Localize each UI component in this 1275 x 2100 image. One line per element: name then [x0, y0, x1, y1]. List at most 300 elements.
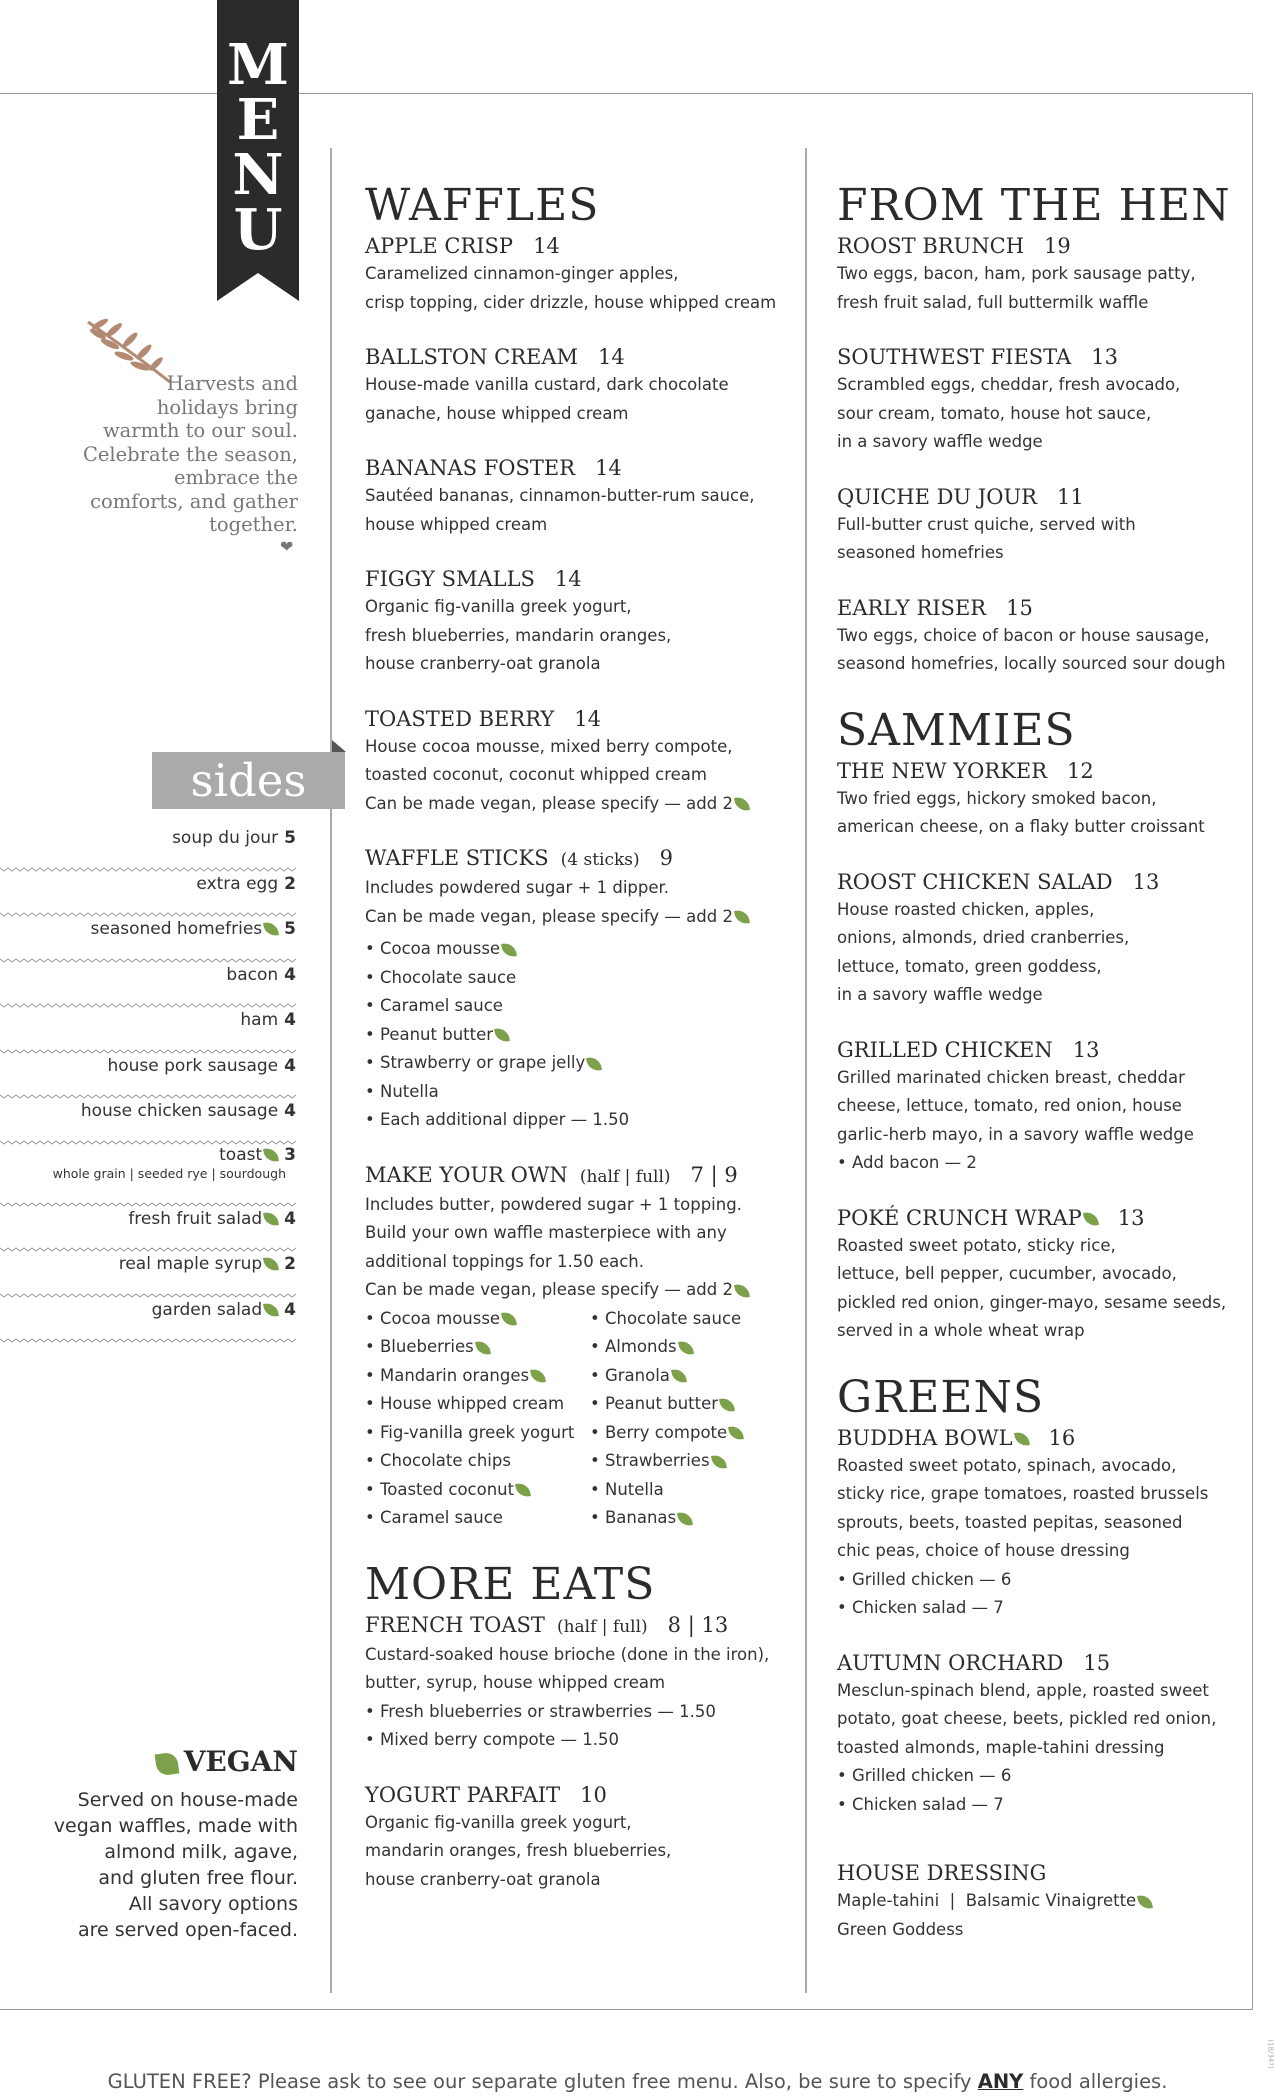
- option-item: [590, 1476, 815, 1505]
- item-description: [365, 400, 815, 429]
- item-description: [837, 1232, 1237, 1261]
- item-description: [365, 371, 815, 400]
- topping-list: [365, 1305, 815, 1533]
- description-text: lettuce, tomato, green goddess,: [837, 956, 1102, 976]
- item-description: [365, 1866, 815, 1895]
- item-price: 14: [574, 706, 601, 731]
- menu-item: [365, 565, 815, 679]
- description-text: Can be made vegan, please specify — add 2: [365, 1280, 733, 1299]
- description-text: butter, syrup, house whipped cream: [365, 1673, 666, 1692]
- option-item: [365, 964, 815, 993]
- description-text: house whipped cream: [365, 514, 548, 534]
- vegan-leaf-icon: [678, 1340, 694, 1356]
- item-description: [837, 1092, 1237, 1121]
- description-text: Includes powdered sugar + 1 dipper.: [365, 878, 670, 897]
- menu-item: [365, 1611, 815, 1755]
- option-item: [590, 1390, 815, 1419]
- vegan-leaf-icon: [734, 909, 750, 925]
- item-name: WAFFLE STICKS: [365, 846, 549, 870]
- item-description: [365, 1641, 815, 1670]
- item-name: FIGGY SMALLS: [365, 567, 535, 591]
- option-text: • Chocolate sauce: [365, 967, 517, 987]
- option-text: • Cocoa mousse: [365, 939, 501, 958]
- item-description: [837, 1480, 1237, 1509]
- description-text: Two fried eggs, hickory smoked bacon,: [837, 788, 1157, 808]
- side-item: [0, 907, 298, 953]
- option-text: • Blueberries: [365, 1337, 474, 1356]
- item-description: [365, 761, 815, 790]
- side-item: [0, 1288, 298, 1334]
- item-heading: [837, 1036, 1237, 1064]
- item-heading: [837, 1204, 1237, 1232]
- vegan-leaf-icon: [586, 1056, 602, 1072]
- item-name: FRENCH TOAST: [365, 1612, 545, 1637]
- item-description: [837, 924, 1237, 953]
- item-description: [837, 785, 1237, 814]
- sides-tab-fold: [332, 740, 346, 752]
- item-description: [837, 1509, 1237, 1538]
- item-description: [365, 903, 815, 932]
- description-text: • Grilled chicken — 6: [837, 1766, 1012, 1785]
- item-description: [837, 428, 1237, 457]
- description-text: garlic-herb mayo, in a savory waffle wedge: [837, 1124, 1194, 1144]
- hen-heading: FROM THE HEN: [837, 180, 1231, 231]
- description-text: additional toppings for 1.50 each.: [365, 1251, 645, 1271]
- item-description: [365, 1669, 815, 1698]
- item-price: 15: [1083, 1650, 1111, 1675]
- side-item: [0, 816, 298, 862]
- item-name: POKÉ CRUNCH WRAP: [837, 1205, 1082, 1230]
- side-item: [0, 998, 298, 1044]
- item-name: HOUSE DRESSING: [837, 1861, 1047, 1885]
- vegan-leaf-icon: [719, 1397, 735, 1413]
- item-heading: [365, 232, 815, 260]
- item-description: [837, 622, 1237, 651]
- item-heading: [837, 594, 1237, 622]
- description-text: • Chicken salad — 7: [837, 1794, 1004, 1814]
- item-name: QUICHE DU JOUR: [837, 484, 1037, 509]
- description-text: fresh blueberries, mandarin oranges,: [365, 625, 672, 645]
- item-description: [365, 1248, 815, 1277]
- item-qualifier: (4 sticks): [560, 850, 640, 870]
- description-text: House-made vanilla custard, dark chocolate: [365, 375, 729, 394]
- letter: E: [236, 87, 280, 153]
- description-text: • Grilled chicken — 6: [837, 1569, 1012, 1589]
- item-price: 15: [1006, 595, 1033, 620]
- hen-column: [837, 180, 1237, 1944]
- option-item: [365, 1021, 815, 1050]
- vegan-leaf-icon: [734, 796, 750, 812]
- vegan-title: VEGAN: [183, 1745, 298, 1778]
- item-heading: [837, 757, 1237, 785]
- vegan-line: almond milk, agave,: [104, 1841, 298, 1863]
- item-heading: [365, 565, 815, 593]
- sides-title: sides: [152, 752, 345, 809]
- option-text: • Peanut butter: [590, 1394, 719, 1413]
- menu-item: [837, 757, 1237, 842]
- dipper-list: [365, 935, 815, 1135]
- option-item: [365, 1390, 590, 1419]
- side-price: 3: [284, 1144, 296, 1165]
- side-price: 4: [284, 964, 296, 985]
- menu-item: [837, 232, 1237, 317]
- menu-title: [217, 32, 299, 263]
- menu-item: [365, 232, 815, 317]
- vegan-leaf-icon: [530, 1368, 546, 1384]
- item-name: AUTUMN ORCHARD: [837, 1650, 1064, 1675]
- side-name: garden salad: [151, 1299, 263, 1320]
- item-description: [837, 289, 1237, 318]
- item-description: [365, 1809, 815, 1838]
- vegan-leaf-icon: [711, 1454, 727, 1470]
- vegan-leaf-icon: [671, 1368, 687, 1384]
- vegan-line: All savory options: [128, 1893, 298, 1915]
- item-description: [837, 400, 1237, 429]
- vegan-leaf-icon: [263, 1302, 279, 1318]
- description-text: house cranberry-oat granola: [365, 654, 601, 673]
- description-text: Two eggs, choice of bacon or house sausage,: [837, 625, 1210, 645]
- item-heading: [365, 844, 815, 874]
- menu-item: [837, 343, 1237, 457]
- option-text: • Almonds: [590, 1337, 677, 1356]
- option-text: • Strawberry or grape jelly: [365, 1053, 586, 1072]
- side-item: [0, 1242, 298, 1288]
- option-text: • Strawberries: [590, 1451, 710, 1470]
- item-description: [365, 511, 815, 540]
- item-price: 14: [598, 345, 625, 369]
- description-text: Sautéed bananas, cinnamon-butter-rum sauce,: [365, 486, 755, 505]
- item-qualifier: (half | full): [579, 1166, 671, 1187]
- option-item: [365, 1078, 815, 1107]
- description-text: crisp topping, cider drizzle, house whipped cream: [365, 292, 777, 312]
- item-description: [837, 981, 1237, 1010]
- option-text: • Peanut butter: [365, 1024, 494, 1044]
- description-text: Two eggs, bacon, ham, pork sausage patty,: [837, 264, 1196, 283]
- footer-emphasis: ANY: [977, 2070, 1024, 2093]
- vegan-leaf-icon: [1083, 1211, 1099, 1227]
- description-text: Caramelized cinnamon-ginger apples,: [365, 264, 679, 283]
- wavy-divider: [0, 1328, 298, 1333]
- vegan-description: [40, 1787, 298, 1943]
- item-heading: [365, 1161, 815, 1191]
- description-text: in a savory waffle wedge: [837, 985, 1043, 1004]
- vegan-leaf-icon: [734, 1283, 750, 1299]
- menu-item: [837, 868, 1237, 1010]
- option-item: [590, 1504, 815, 1533]
- menu-item: [837, 483, 1237, 568]
- item-heading: [837, 343, 1237, 371]
- side-price: 4: [284, 1010, 296, 1030]
- item-description: [365, 482, 815, 511]
- item-heading: [837, 1424, 1237, 1452]
- side-price: 2: [284, 1254, 296, 1274]
- item-description: [837, 1452, 1237, 1481]
- item-price: 13: [1091, 345, 1118, 369]
- vegan-leaf-icon: [677, 1511, 693, 1527]
- item-price: 8 | 13: [667, 1612, 729, 1637]
- description-text: fresh fruit salad, full buttermilk waffle: [837, 292, 1149, 312]
- item-heading: [365, 705, 815, 733]
- menu-item: [837, 1424, 1237, 1623]
- greens-heading: GREENS: [837, 1371, 1045, 1423]
- item-description: [365, 1276, 815, 1305]
- item-price: 16: [1048, 1425, 1076, 1450]
- item-heading: [365, 1781, 815, 1809]
- option-item: [365, 1419, 590, 1448]
- vegan-leaf-icon: [501, 1311, 517, 1327]
- side-price: 2: [284, 873, 296, 894]
- description-text: House roasted chicken, apples,: [837, 899, 1095, 919]
- description-text: american cheese, on a flaky butter croissant: [837, 817, 1205, 836]
- option-item: [590, 1447, 815, 1476]
- vegan-line: vegan waffles, made with: [53, 1815, 298, 1837]
- item-name: MAKE YOUR OWN: [365, 1162, 568, 1187]
- divider-left: [330, 148, 332, 1993]
- item-description: [837, 1677, 1237, 1706]
- vegan-line: are served open-faced.: [77, 1919, 298, 1941]
- item-description: [365, 1726, 815, 1755]
- vegan-leaf-icon: [728, 1425, 744, 1441]
- item-name: BUDDHA BOWL: [837, 1425, 1013, 1450]
- item-name: GRILLED CHICKEN: [837, 1037, 1053, 1062]
- option-text: • Nutella: [365, 1081, 439, 1101]
- description-text: Green Goddess: [837, 1919, 964, 1939]
- option-text: • Mandarin oranges: [365, 1365, 530, 1385]
- option-text: • Caramel sauce: [365, 996, 503, 1015]
- vegan-line: Served on house-made: [77, 1789, 298, 1811]
- description-text: Custard-soaked house brioche (done in the iron),: [365, 1644, 770, 1664]
- side-price: 5: [284, 919, 296, 939]
- item-price: 19: [1044, 234, 1071, 258]
- item-name: YOGURT PARFAIT: [365, 1782, 561, 1807]
- side-price: 4: [284, 1055, 296, 1076]
- description-text: mandarin oranges, fresh blueberries,: [365, 1841, 672, 1860]
- side-price: 5: [284, 828, 296, 848]
- menu-item: [365, 1161, 815, 1533]
- item-name: BALLSTON CREAM: [365, 345, 579, 369]
- item-heading: [837, 1649, 1237, 1677]
- item-heading: [365, 454, 815, 482]
- description-text: cheese, lettuce, tomato, red onion, house: [837, 1096, 1182, 1115]
- option-item: [365, 1447, 590, 1476]
- description-text: sprouts, beets, toasted pepitas, seasoned: [837, 1512, 1183, 1532]
- vegan-leaf-icon: [475, 1340, 491, 1356]
- item-price: 14: [533, 234, 560, 258]
- option-item: [590, 1362, 815, 1391]
- description-text: toasted almonds, maple-tahini dressing: [837, 1737, 1165, 1757]
- option-text: • Each additional dipper — 1.50: [365, 1110, 630, 1129]
- letter: M: [227, 32, 289, 98]
- item-name: ROOST BRUNCH: [837, 234, 1025, 258]
- item-description: [837, 1149, 1237, 1178]
- item-description: [837, 650, 1237, 679]
- vegan-leaf-icon: [263, 1147, 279, 1163]
- item-price: 13: [1117, 1205, 1145, 1230]
- item-name: ROOST CHICKEN SALAD: [837, 869, 1113, 894]
- option-item: [590, 1305, 815, 1334]
- item-price: 10: [580, 1782, 607, 1807]
- sammies-heading: SAMMIES: [837, 704, 1076, 756]
- side-item: [0, 1089, 298, 1135]
- description-text: lettuce, bell pepper, cucumber, avocado,: [837, 1264, 1177, 1283]
- menu-item: [365, 343, 815, 428]
- side-name: ham: [240, 1010, 279, 1030]
- description-text: House cocoa mousse, mixed berry compote,: [365, 736, 733, 756]
- vegan-leaf-icon: [1014, 1431, 1030, 1447]
- footer-text-end: food allergies.: [1023, 2070, 1168, 2093]
- side-price: 4: [284, 1299, 296, 1320]
- side-name: extra egg: [196, 873, 279, 894]
- item-description: [837, 1317, 1237, 1346]
- description-text: Can be made vegan, please specify — add 2: [365, 793, 733, 813]
- vegan-leaf-icon: [515, 1482, 531, 1498]
- item-price: 13: [1072, 1037, 1100, 1062]
- menu-item: [837, 1859, 1237, 1944]
- footer-text: GLUTEN FREE? Please ask to see our separate gluten free menu. Also, be sure to specify: [107, 2070, 978, 2093]
- description-text: Grilled marinated chicken breast, cheddar: [837, 1067, 1185, 1087]
- item-name: EARLY RISER: [837, 595, 987, 620]
- item-description: [837, 1887, 1237, 1916]
- description-text: potato, goat cheese, beets, pickled red onion,: [837, 1709, 1217, 1728]
- description-text: Roasted sweet potato, spinach, avocado,: [837, 1455, 1177, 1475]
- description-text: sticky rice, grape tomatoes, roasted brussels: [837, 1484, 1209, 1503]
- menu-item: [837, 594, 1237, 679]
- item-description: [837, 1762, 1237, 1791]
- vegan-heading: [40, 1745, 298, 1778]
- side-price: 4: [284, 1101, 296, 1121]
- item-description: [837, 1705, 1237, 1734]
- description-text: Organic fig-vanilla greek yogurt,: [365, 597, 632, 616]
- side-subtext: whole grain | seeded rye | sourdough: [52, 1165, 286, 1181]
- menu-banner: [217, 0, 299, 300]
- option-item: [365, 1504, 590, 1533]
- option-text: • Granola: [590, 1365, 670, 1385]
- menu-item: [837, 1204, 1237, 1346]
- side-name: soup du jour: [172, 828, 279, 848]
- item-heading: [365, 343, 815, 371]
- item-description: [365, 622, 815, 651]
- item-price: 9: [659, 846, 674, 870]
- option-item: [590, 1419, 815, 1448]
- description-text: Mesclun-spinach blend, apple, roasted sweet: [837, 1680, 1209, 1700]
- item-heading: [837, 232, 1237, 260]
- side-item: [0, 1135, 298, 1197]
- option-item: [365, 1333, 590, 1362]
- item-description: [837, 953, 1237, 982]
- vegan-leaf-icon: [494, 1027, 510, 1043]
- footer-note: [0, 2070, 1275, 2093]
- description-text: onions, almonds, dried cranberries,: [837, 928, 1130, 947]
- option-text: • Toasted coconut: [365, 1479, 515, 1499]
- vegan-leaf-icon: [263, 1211, 279, 1227]
- item-description: [365, 593, 815, 622]
- side-name: house pork sausage: [107, 1055, 279, 1076]
- menu-item: [365, 454, 815, 539]
- item-price: 11: [1056, 484, 1084, 509]
- description-text: Build your own waffle masterpiece with any: [365, 1223, 727, 1242]
- item-description: [837, 1537, 1237, 1566]
- option-text: • Bananas: [590, 1508, 677, 1527]
- side-name: toast: [219, 1144, 263, 1165]
- item-heading: [365, 1611, 815, 1641]
- description-text: seasond homefries, locally sourced sour dough: [837, 654, 1226, 673]
- item-description: [837, 1260, 1237, 1289]
- menu-item: [837, 1036, 1237, 1178]
- menu-item: [365, 705, 815, 819]
- item-heading: [837, 483, 1237, 511]
- description-text: in a savory waffle wedge: [837, 432, 1043, 451]
- menu-item: [365, 1781, 815, 1895]
- waffles-column: [365, 180, 815, 1894]
- item-description: [365, 289, 815, 318]
- description-text: Can be made vegan, please specify — add 2: [365, 906, 733, 926]
- letter: N: [232, 142, 284, 208]
- description-text: Organic fig-vanilla greek yogurt,: [365, 1812, 632, 1832]
- option-item: [365, 1362, 590, 1391]
- option-item: [365, 1476, 590, 1505]
- vegan-leaf-icon: [501, 942, 517, 958]
- topping-col-right: [590, 1305, 815, 1533]
- option-item: [365, 935, 815, 964]
- description-text: seasoned homefries: [837, 543, 1004, 562]
- print-code: (18/34?): [1266, 2039, 1275, 2069]
- item-description: [365, 733, 815, 762]
- vegan-leaf-icon: [263, 921, 279, 937]
- option-item: [590, 1333, 815, 1362]
- description-text: Includes butter, powdered sugar + 1 topping.: [365, 1194, 742, 1214]
- item-description: [837, 260, 1237, 289]
- item-description: [837, 1916, 1237, 1945]
- side-item: [0, 862, 298, 908]
- item-price: 12: [1067, 758, 1094, 783]
- item-name: SOUTHWEST FIESTA: [837, 345, 1072, 369]
- item-description: [837, 1734, 1237, 1763]
- item-qualifier: (half | full): [556, 1616, 648, 1637]
- item-description: [837, 511, 1237, 540]
- item-price: 13: [1132, 869, 1160, 894]
- description-text: chic peas, choice of house dressing: [837, 1541, 1130, 1560]
- description-text: • Fresh blueberries or strawberries — 1.50: [365, 1701, 716, 1721]
- description-text: toasted coconut, coconut whipped cream: [365, 765, 707, 784]
- sides-list: [0, 816, 298, 1333]
- topping-col-left: [365, 1305, 590, 1533]
- item-description: [837, 1791, 1237, 1820]
- item-name: APPLE CRISP: [365, 234, 514, 258]
- side-name: seasoned homefries: [90, 919, 263, 939]
- option-text: • House whipped cream: [365, 1394, 565, 1413]
- item-description: [837, 813, 1237, 842]
- item-price: 14: [554, 567, 582, 591]
- item-heading: [837, 1859, 1237, 1887]
- item-description: [837, 371, 1237, 400]
- item-description: [365, 1219, 815, 1248]
- option-text: • Nutella: [590, 1479, 664, 1499]
- item-name: TOASTED BERRY: [365, 706, 555, 731]
- item-description: [365, 1698, 815, 1727]
- item-description: [365, 260, 815, 289]
- item-price: 7 | 9: [690, 1162, 738, 1187]
- option-item: [365, 1049, 815, 1078]
- letter: U: [233, 197, 283, 263]
- description-text: Scrambled eggs, cheddar, fresh avocado,: [837, 375, 1181, 394]
- item-description: [365, 790, 815, 819]
- vegan-leaf-icon: [1137, 1894, 1153, 1910]
- waffles-heading: WAFFLES: [365, 180, 600, 231]
- item-description: [837, 539, 1237, 568]
- item-heading: [837, 868, 1237, 896]
- option-item: [365, 1305, 590, 1334]
- side-item: [0, 1044, 298, 1090]
